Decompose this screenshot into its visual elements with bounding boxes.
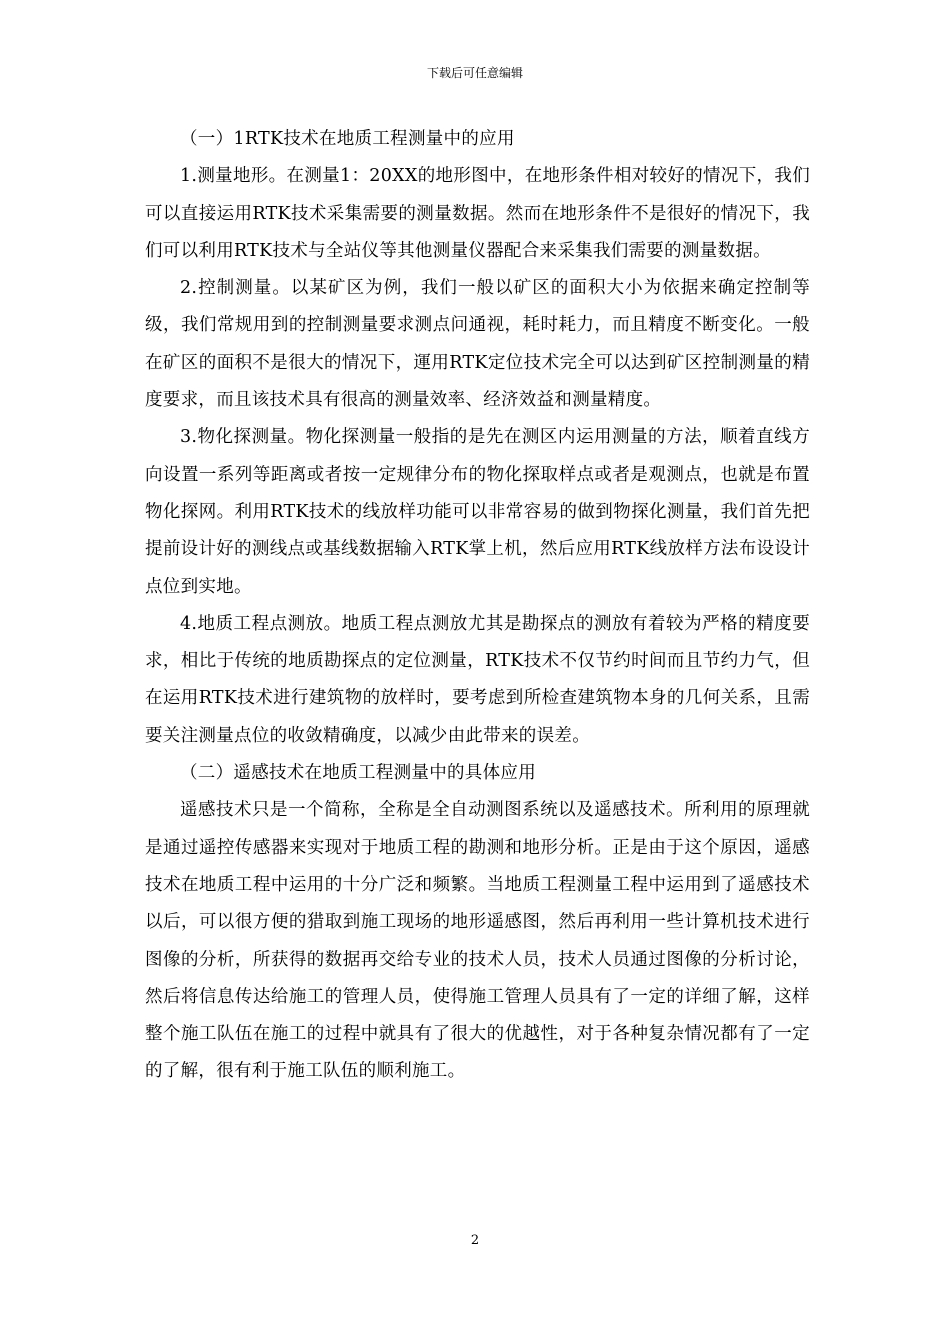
page-header: 下载后可任意编辑 (426, 66, 523, 80)
paragraph-remote-sensing: 遥感技术只是一个简称，全称是全自动测图系统以及遥感技术。所利用的原理就是通过遥控传感器来实现对于地质工程的勘测和地形分析。正是由于这个原因，遥感技术在地质工程中运用的十分广泛和频繁。当地质工程测量工程中运用到了遥感技术以后，可以很方便的猎取到施工现场的地形遥感图，然后再利用一些计算机技术进行图像的分析，所获得的数据再交给专业的技术人员，技术人员通过图像的分析讨论，然后将信息传达给施工的管理人员，使得施工管理人员具有了一定的详细了解，这样整个施工队伍在施工的过程中就具有了很大的优越性，对于各种复杂情况都有了一定的了解，很有利于施工队伍的顺利施工。 (145, 800, 810, 1082)
section-heading-remote-sensing: （二）遥感技术在地质工程测量中的具体应用 (180, 763, 536, 784)
document-body (145, 121, 810, 1091)
paragraph-terrain-survey: 1.测量地形。在测量1：20XX的地形图中，在地形条件相对较好的情况下，我们可以直接运用RTK技术采集需要的测量数据。然而在地形条件不是很好的情况下，我们可以利用RTK技术与全站仪等其他测量仪器配合来采集我们需要的测量数据。 (145, 166, 810, 261)
paragraph-geophysical-survey: 3.物化探测量。物化探测量一般指的是先在测区内运用测量的方法，顺着直线方向设置一系列等距离或者按一定规律分布的物化探取样点或者是观测点，也就是布置物化探网。利用RTK技术的线放样功能可以非常容易的做到物探化测量，我们首先把提前设计好的测线点或基线数据输入RTK掌上机，然后应用RTK线放样方法布设设计点位到实地。 (145, 427, 810, 597)
paragraph-point-stakeout: 4.地质工程点测放。地质工程点测放尤其是勘探点的测放有着较为严格的精度要求，相比于传统的地质勘探点的定位测量，RTK技术不仅节约时间而且节约力气，但在运用RTK技术进行建筑物的放样时，要考虑到所检查建筑物本身的几何关系，且需要关注测量点位的收敛精确度，以减少由此带来的误差。 (145, 613, 810, 746)
section-heading-rtk: （一）1RTK技术在地质工程测量中的应用 (180, 129, 515, 149)
page-number: 2 (470, 1233, 480, 1248)
paragraph-control-survey: 2.控制测量。以某矿区为例，我们一般以矿区的面积大小为依据来确定控制等级，我们常规用到的控制测量要求测点问通视，耗时耗力，而且精度不断变化。一般在矿区的面积不是很大的情况下，運用RTK定位技术完全可以达到矿区控制测量的精度要求，而且该技术具有很高的测量效率、经济效益和测量精度。 (145, 278, 810, 411)
